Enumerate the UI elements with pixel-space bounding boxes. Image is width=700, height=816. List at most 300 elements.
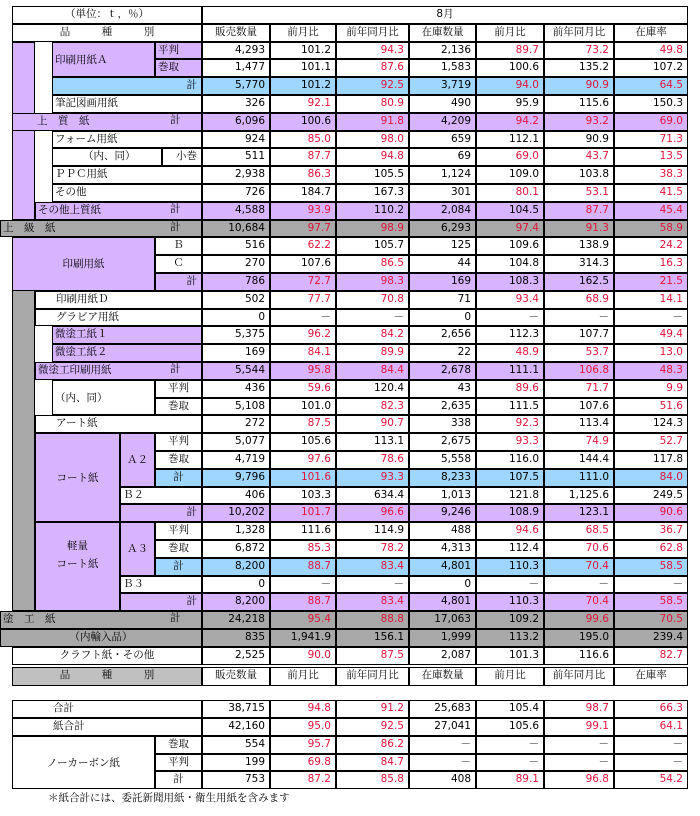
value-cell: 110.3 (476, 593, 544, 611)
value-cell: 58.5 (614, 593, 688, 611)
row-label: 平判 (155, 433, 202, 451)
row-label: 微塗工印刷用紙 (35, 362, 202, 380)
value-cell: 24,218 (202, 611, 270, 629)
value-cell: 107.6 (544, 398, 614, 416)
row-label: Ｂ (155, 237, 202, 255)
value-cell: 110.2 (336, 202, 409, 220)
value-cell: 105.7 (336, 237, 409, 255)
value-cell: 314.3 (544, 255, 614, 273)
unit-label: （単位：ｔ，％） (12, 6, 202, 24)
value-cell: 167.3 (336, 184, 409, 202)
value-cell: 93.4 (476, 291, 544, 309)
value-cell: 70.4 (544, 558, 614, 576)
value-cell: 4,801 (409, 558, 476, 576)
value-cell: 3,719 (409, 77, 476, 95)
value-cell: 43 (409, 380, 476, 398)
value-cell: 9,246 (409, 504, 476, 522)
value-cell: 87.6 (336, 59, 409, 77)
value-cell: 85.0 (270, 131, 336, 149)
value-cell: 5,544 (202, 362, 270, 380)
value-cell: 43.7 (544, 148, 614, 166)
row-label: ＰＰＣ用紙 (52, 166, 202, 184)
value-cell: 69.0 (476, 148, 544, 166)
value-cell: 0 (409, 309, 476, 327)
value-cell: 109.2 (476, 611, 544, 629)
value-cell: 24.2 (614, 237, 688, 255)
value-cell: 70.4 (544, 593, 614, 611)
value-cell: 103.3 (270, 487, 336, 505)
value-cell: 101.2 (270, 42, 336, 60)
value-cell: 90.0 (270, 647, 336, 665)
value-cell: 91.3 (544, 220, 614, 238)
total-label: 計 (170, 202, 181, 215)
row-label: 計 (155, 558, 202, 576)
row-label: 合計 (12, 700, 202, 718)
value-cell: 2,675 (409, 433, 476, 451)
value-cell: 68.5 (544, 522, 614, 540)
value-cell: 74.9 (544, 433, 614, 451)
value-cell: 114.9 (336, 522, 409, 540)
value-cell: 301 (409, 184, 476, 202)
value-cell: 786 (202, 273, 270, 291)
value-cell: 44 (409, 255, 476, 273)
category-header: 品 種 別 (12, 24, 202, 42)
value-cell: － (544, 576, 614, 594)
value-cell: 1,999 (409, 629, 476, 647)
row-label: 計 (52, 77, 202, 95)
row-label: 巻取 (155, 451, 202, 469)
value-cell: 17,063 (409, 611, 476, 629)
value-cell: 64.5 (614, 77, 688, 95)
value-cell: － (476, 576, 544, 594)
value-cell: 2,087 (409, 647, 476, 665)
value-cell: 0 (409, 576, 476, 594)
row-label: 印刷用紙Ｄ (35, 291, 202, 309)
value-cell: 112.1 (476, 131, 544, 149)
value-cell: 93.3 (476, 433, 544, 451)
value-cell: 8,233 (409, 469, 476, 487)
value-cell: 4,313 (409, 540, 476, 558)
value-cell: 49.8 (614, 42, 688, 60)
value-cell: 0 (202, 576, 270, 594)
column-header: 前年同月比 (544, 667, 614, 687)
column-header: 販売数量 (202, 667, 270, 687)
value-cell: 82.3 (336, 398, 409, 416)
value-cell: 16.3 (614, 255, 688, 273)
value-cell: 105.6 (270, 433, 336, 451)
value-cell: 88.7 (270, 558, 336, 576)
row-label: 上 質 紙 (12, 113, 202, 131)
row-label: 印刷用紙 (12, 237, 155, 290)
value-cell: 52.7 (614, 433, 688, 451)
value-cell: － (544, 309, 614, 327)
value-cell: 77.7 (270, 291, 336, 309)
value-cell: 5,770 (202, 77, 270, 95)
value-cell: 99.6 (544, 611, 614, 629)
value-cell: － (409, 736, 476, 754)
value-cell: 1,125.6 (544, 487, 614, 505)
value-cell: 85.8 (336, 771, 409, 789)
value-cell: 753 (202, 771, 270, 789)
value-cell: 72.7 (270, 273, 336, 291)
value-cell: 184.7 (270, 184, 336, 202)
row-label: 計 (155, 469, 202, 487)
row-label: （内、同） (52, 380, 155, 416)
value-cell: 87.5 (270, 415, 336, 433)
value-cell: 92.1 (270, 95, 336, 113)
column-header: 在庫率 (614, 24, 688, 42)
value-cell: 83.4 (336, 593, 409, 611)
value-cell: 249.5 (614, 487, 688, 505)
value-cell: 97.7 (270, 220, 336, 238)
value-cell: 96.8 (544, 771, 614, 789)
value-cell: 195.0 (544, 629, 614, 647)
value-cell: 93.2 (544, 113, 614, 131)
value-cell: 117.8 (614, 451, 688, 469)
value-cell: 53.7 (544, 344, 614, 362)
value-cell: 42,160 (202, 718, 270, 736)
total-label: 計 (170, 220, 181, 233)
value-cell: 511 (202, 148, 270, 166)
value-cell: 9.9 (614, 380, 688, 398)
row-label: Ａ３ (120, 522, 155, 575)
value-cell: 5,375 (202, 326, 270, 344)
value-cell: 272 (202, 415, 270, 433)
value-cell: 97.6 (270, 451, 336, 469)
value-cell: 111.5 (476, 398, 544, 416)
value-cell: 107.2 (614, 59, 688, 77)
value-cell: 135.2 (544, 59, 614, 77)
value-cell: 96.6 (336, 504, 409, 522)
value-cell: 113.4 (544, 415, 614, 433)
value-cell: 38.3 (614, 166, 688, 184)
value-cell: 90.7 (336, 415, 409, 433)
value-cell: 82.7 (614, 647, 688, 665)
value-cell: 10,684 (202, 220, 270, 238)
value-cell: 86.2 (336, 736, 409, 754)
value-cell: 144.4 (544, 451, 614, 469)
row-label: Ｃ (155, 255, 202, 273)
row-label: Ａ２ (120, 433, 155, 486)
value-cell: 101.0 (270, 398, 336, 416)
value-cell: 22 (409, 344, 476, 362)
value-cell: 96.2 (270, 326, 336, 344)
value-cell: － (336, 309, 409, 327)
value-cell: 89.9 (336, 344, 409, 362)
value-cell: 99.1 (544, 718, 614, 736)
value-cell: 659 (409, 131, 476, 149)
row-label: 微塗工紙１ (52, 326, 202, 344)
value-cell: 94.8 (270, 700, 336, 718)
value-cell: 97.4 (476, 220, 544, 238)
value-cell: 92.5 (336, 77, 409, 95)
value-cell: － (409, 754, 476, 772)
column-header: 在庫数量 (409, 24, 476, 42)
value-cell: 326 (202, 95, 270, 113)
value-cell: 1,328 (202, 522, 270, 540)
column-header: 前年同月比 (336, 667, 409, 687)
value-cell: 78.6 (336, 451, 409, 469)
row-label: （内、同） (52, 148, 162, 166)
row-label: 巻取 (155, 736, 202, 754)
value-cell: 69.8 (270, 754, 336, 772)
value-cell: 109.0 (476, 166, 544, 184)
value-cell: 71.3 (614, 131, 688, 149)
value-cell: 89.7 (476, 42, 544, 60)
total-label: 計 (170, 612, 181, 625)
value-cell: 68.9 (544, 291, 614, 309)
value-cell: 111.0 (544, 469, 614, 487)
row-label: 小巻 (162, 148, 202, 166)
value-cell: 2,938 (202, 166, 270, 184)
row-label: 平判 (155, 522, 202, 540)
value-cell: 138.9 (544, 237, 614, 255)
value-cell: 835 (202, 629, 270, 647)
value-cell: － (476, 736, 544, 754)
row-label: その他 (52, 184, 202, 202)
value-cell: 88.8 (336, 611, 409, 629)
value-cell: 1,583 (409, 59, 476, 77)
value-cell: 94.2 (476, 113, 544, 131)
value-cell: 100.6 (270, 113, 336, 131)
column-header: 前年同月比 (336, 24, 409, 42)
value-cell: 1,124 (409, 166, 476, 184)
value-cell: 98.0 (336, 131, 409, 149)
row-label: 筆記図画用紙 (52, 95, 202, 113)
column-header: 前月比 (476, 667, 544, 687)
row-label: 計 (155, 273, 202, 291)
value-cell: 9,796 (202, 469, 270, 487)
column-header: 在庫率 (614, 667, 688, 687)
value-cell: 69.0 (614, 113, 688, 131)
value-cell: 59.6 (270, 380, 336, 398)
value-cell: 516 (202, 237, 270, 255)
value-cell: 87.7 (544, 202, 614, 220)
row-label: 計 (155, 771, 202, 789)
value-cell: 53.1 (544, 184, 614, 202)
value-cell: 70.8 (336, 291, 409, 309)
value-cell: 112.3 (476, 326, 544, 344)
value-cell: 6,096 (202, 113, 270, 131)
value-cell: － (336, 576, 409, 594)
column-header: 販売数量 (202, 24, 270, 42)
value-cell: 91.8 (336, 113, 409, 131)
value-cell: 6,293 (409, 220, 476, 238)
category-header: 品 種 別 (12, 667, 202, 687)
value-cell: 87.7 (270, 148, 336, 166)
month-header: 8月 (202, 6, 688, 24)
value-cell: 101.7 (270, 504, 336, 522)
value-cell: 169 (202, 344, 270, 362)
value-cell: 104.8 (476, 255, 544, 273)
value-cell: 113.2 (476, 629, 544, 647)
value-cell: 107.5 (476, 469, 544, 487)
section-bar-upper (12, 42, 35, 220)
value-cell: 436 (202, 380, 270, 398)
value-cell: 111.6 (270, 522, 336, 540)
value-cell: 93.9 (270, 202, 336, 220)
row-label: グラビア用紙 (35, 309, 202, 327)
value-cell: 66.3 (614, 700, 688, 718)
value-cell: 101.3 (476, 647, 544, 665)
value-cell: 100.6 (476, 59, 544, 77)
value-cell: － (614, 576, 688, 594)
value-cell: 70.5 (614, 611, 688, 629)
value-cell: － (614, 736, 688, 754)
value-cell: 101.1 (270, 59, 336, 77)
value-cell: 239.4 (614, 629, 688, 647)
value-cell: 95.4 (270, 611, 336, 629)
value-cell: 199 (202, 754, 270, 772)
value-cell: 94.3 (336, 42, 409, 60)
section-bar-coated (12, 237, 35, 611)
value-cell: － (614, 309, 688, 327)
value-cell: 64.1 (614, 718, 688, 736)
value-cell: 94.8 (336, 148, 409, 166)
value-cell: 71.7 (544, 380, 614, 398)
value-cell: 21.5 (614, 273, 688, 291)
value-cell: 10,202 (202, 504, 270, 522)
value-cell: 84.2 (336, 326, 409, 344)
value-cell: 94.6 (476, 522, 544, 540)
value-cell: 101.2 (270, 77, 336, 95)
value-cell: 58.9 (614, 220, 688, 238)
value-cell: 5,077 (202, 433, 270, 451)
value-cell: 105.4 (476, 700, 544, 718)
value-cell: 2,525 (202, 647, 270, 665)
value-cell: 113.1 (336, 433, 409, 451)
value-cell: 106.8 (544, 362, 614, 380)
value-cell: 62.2 (270, 237, 336, 255)
value-cell: 112.4 (476, 540, 544, 558)
value-cell: 80.1 (476, 184, 544, 202)
value-cell: 87.2 (270, 771, 336, 789)
value-cell: 36.7 (614, 522, 688, 540)
value-cell: 62.8 (614, 540, 688, 558)
value-cell: 406 (202, 487, 270, 505)
value-cell: 726 (202, 184, 270, 202)
value-cell: 95.9 (476, 95, 544, 113)
value-cell: 104.5 (476, 202, 544, 220)
value-cell: 88.7 (270, 593, 336, 611)
value-cell: 4,719 (202, 451, 270, 469)
value-cell: 45.4 (614, 202, 688, 220)
value-cell: 0 (202, 309, 270, 327)
value-cell: 111.1 (476, 362, 544, 380)
value-cell: 408 (409, 771, 476, 789)
value-cell: 95.8 (270, 362, 336, 380)
value-cell: 49.4 (614, 326, 688, 344)
value-cell: 73.2 (544, 42, 614, 60)
value-cell: － (476, 309, 544, 327)
value-cell: 125 (409, 237, 476, 255)
value-cell: 84.1 (270, 344, 336, 362)
column-header: 前年同月比 (544, 24, 614, 42)
value-cell: 2,084 (409, 202, 476, 220)
value-cell: 270 (202, 255, 270, 273)
value-cell: 554 (202, 736, 270, 754)
row-label: フォーム用紙 (52, 131, 202, 149)
value-cell: － (544, 736, 614, 754)
value-cell: 2,678 (409, 362, 476, 380)
value-cell: 90.6 (614, 504, 688, 522)
value-cell: 924 (202, 131, 270, 149)
value-cell: 4,293 (202, 42, 270, 60)
row-label: （内輸入品） (0, 629, 202, 647)
value-cell: 69 (409, 148, 476, 166)
value-cell: 89.1 (476, 771, 544, 789)
value-cell: 105.6 (476, 718, 544, 736)
value-cell: 58.5 (614, 558, 688, 576)
value-cell: 634.4 (336, 487, 409, 505)
row-label: 軽量 コート紙 (35, 522, 120, 611)
value-cell: 90.9 (544, 77, 614, 95)
value-cell: 25,683 (409, 700, 476, 718)
value-cell: 107.6 (270, 255, 336, 273)
value-cell: 95.0 (270, 718, 336, 736)
value-cell: 70.6 (544, 540, 614, 558)
value-cell: 110.3 (476, 558, 544, 576)
row-label: 巻取 (155, 59, 202, 77)
value-cell: 85.3 (270, 540, 336, 558)
value-cell: 93.3 (336, 469, 409, 487)
value-cell: 5,108 (202, 398, 270, 416)
value-cell: 51.6 (614, 398, 688, 416)
value-cell: 101.6 (270, 469, 336, 487)
value-cell: 90.9 (544, 131, 614, 149)
value-cell: 38,715 (202, 700, 270, 718)
value-cell: － (544, 754, 614, 772)
footnote: ＊紙合計には、委託新聞用紙・衛生用紙を含みます (48, 792, 290, 805)
value-cell: 78.2 (336, 540, 409, 558)
value-cell: 8,200 (202, 593, 270, 611)
value-cell: 87.5 (336, 647, 409, 665)
value-cell: 2,136 (409, 42, 476, 60)
row-label: 紙合計 (12, 718, 202, 736)
value-cell: 14.1 (614, 291, 688, 309)
value-cell: 5,558 (409, 451, 476, 469)
value-cell: 80.9 (336, 95, 409, 113)
value-cell: 488 (409, 522, 476, 540)
value-cell: 2,635 (409, 398, 476, 416)
value-cell: 86.3 (270, 166, 336, 184)
value-cell: 108.9 (476, 504, 544, 522)
value-cell: 108.3 (476, 273, 544, 291)
row-label: ノーカーボン紙 (12, 736, 155, 789)
row-label: 上 級 紙 (0, 220, 202, 238)
value-cell: － (270, 309, 336, 327)
row-label: 塗 工 紙 (0, 611, 202, 629)
value-cell: 156.1 (336, 629, 409, 647)
value-cell: 84.4 (336, 362, 409, 380)
value-cell: 116.0 (476, 451, 544, 469)
value-cell: 120.4 (336, 380, 409, 398)
row-label: 計 (120, 593, 202, 611)
value-cell: － (476, 754, 544, 772)
value-cell: 86.5 (336, 255, 409, 273)
row-label: 巻取 (155, 540, 202, 558)
value-cell: 338 (409, 415, 476, 433)
column-header: 前月比 (270, 24, 336, 42)
value-cell: 13.0 (614, 344, 688, 362)
value-cell: 84.0 (614, 469, 688, 487)
row-label: 計 (120, 504, 202, 522)
row-label: 平判 (155, 754, 202, 772)
column-header: 前月比 (270, 667, 336, 687)
value-cell: 124.3 (614, 415, 688, 433)
row-label: Ｂ２ (120, 487, 202, 505)
value-cell: 1,477 (202, 59, 270, 77)
